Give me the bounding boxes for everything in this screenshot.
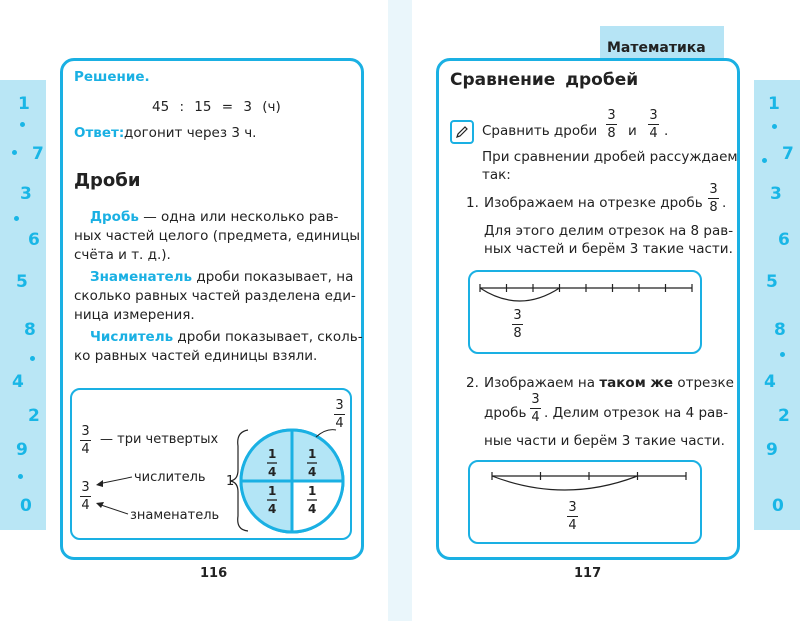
solution-label: Решение. [74, 69, 150, 85]
def-numerator-line: ко равных частей единицы взяли. [74, 348, 318, 364]
quarter-den: 4 [268, 465, 277, 479]
fraction-denominator: 8 [607, 126, 616, 141]
term-numerator: Числитель [90, 329, 174, 345]
answer-text: догонит через 3 ч. [124, 125, 257, 141]
strip-digit: 8 [774, 320, 786, 340]
strip-digit: 0 [772, 496, 784, 516]
fraction-numerator: 3 [335, 398, 344, 413]
term-fraction: Дробь [90, 209, 139, 225]
term-denominator: Знаменатель [90, 269, 193, 285]
page-number-left: 116 [200, 566, 228, 581]
pencil-glyph [455, 125, 469, 139]
quarter-den: 4 [308, 502, 317, 516]
def-fraction-line: — одна или несколько рав- [138, 209, 339, 225]
section-title-compare: Сравнение дробей [450, 70, 639, 90]
def-fraction-line: счёта и т. д.). [74, 247, 171, 263]
fraction-numerator: 3 [568, 500, 577, 515]
step2-post: отрезке [677, 375, 734, 391]
step2-bold: таком же [599, 375, 674, 391]
fraction-numerator: 3 [81, 480, 90, 495]
fraction-denominator: 4 [81, 442, 90, 457]
step2-dorb: дробь [484, 405, 527, 421]
subject-label: Математика [607, 40, 706, 56]
step2-line1 [484, 374, 734, 393]
task-period: . [664, 123, 669, 139]
section-title-fractions: Дроби [74, 170, 141, 191]
fraction-numerator: 3 [81, 424, 90, 439]
fraction-numerator: 3 [513, 308, 522, 323]
strip-digit: 9 [16, 440, 28, 460]
def-numerator-line: дроби показывает, сколь- [173, 329, 363, 345]
task-and: и [628, 123, 637, 139]
pointer-line [316, 430, 336, 437]
task-fraction-1 [606, 108, 617, 141]
fraction-numerator: 3 [649, 108, 658, 123]
strip-digit: 3 [770, 184, 782, 204]
fraction-denominator: 4 [335, 416, 344, 431]
fraction-bar [708, 198, 719, 199]
quarter-num: 1 [268, 484, 277, 498]
solution-equation: 45 : 15 = 3 (ч) [152, 99, 281, 115]
segment-1-fraction [512, 308, 523, 341]
fraction-denominator: 4 [81, 498, 90, 513]
pencil-icon [450, 120, 474, 144]
strip-digit: 5 [766, 272, 778, 292]
strip-digit: 6 [28, 230, 40, 250]
fraction-denominator: 4 [649, 126, 658, 141]
arrowhead [96, 480, 103, 487]
def-denominator-line: дроби показывает, на [192, 269, 354, 285]
quarter-num: 1 [308, 484, 317, 498]
arrow-to-denominator [98, 504, 128, 514]
fraction-bar [606, 124, 617, 125]
strip-digit: 4 [12, 372, 24, 392]
arrow-to-numerator [98, 477, 132, 484]
strip-digit: 4 [764, 372, 776, 392]
strip-digit: 3 [20, 184, 32, 204]
step2-line2b: . Делим отрезок на 4 рав- [544, 405, 729, 421]
fraction-denominator: 8 [513, 326, 522, 341]
strip-digit: 9 [766, 440, 778, 460]
step1-text: Изображаем на отрезке дробь [484, 195, 703, 211]
strip-digit: 2 [778, 406, 790, 426]
segment-1-graphics [468, 270, 702, 354]
def-denominator-line: ница измерения. [74, 307, 195, 323]
task-text: Сравнить дроби [482, 123, 598, 139]
numerator-label: числитель [134, 470, 206, 485]
strip-digit: 1 [18, 94, 30, 114]
fraction-numerator: 3 [531, 392, 540, 407]
strip-digit: 6 [778, 230, 790, 250]
strip-digit: 8 [24, 320, 36, 340]
strip-digit: 7 [782, 144, 794, 164]
denominator-label: знаменатель [130, 508, 220, 523]
step1-line: ных частей и берём 3 такие части. [484, 241, 733, 257]
strip-digit: 1 [768, 94, 780, 114]
top-fraction [334, 398, 345, 431]
step2-line3: ные части и берём 3 такие части. [484, 433, 725, 449]
fraction-bar [530, 408, 541, 409]
fraction-denominator: 4 [568, 518, 577, 533]
fraction-bar [648, 124, 659, 125]
taken-parts-arc [480, 288, 560, 301]
fraction-bar [512, 324, 523, 325]
step2-label: 2. [466, 375, 479, 391]
fraction-words: — три четвертых [100, 432, 219, 447]
reasoning-line: так: [482, 167, 511, 183]
step1-fraction [708, 182, 719, 215]
quarter-num: 1 [308, 447, 317, 461]
step2-pre: Изображаем на [484, 375, 596, 391]
arrowhead [96, 502, 104, 508]
step2-fraction [530, 392, 541, 425]
fraction-numerator: 3 [709, 182, 718, 197]
fraction-numerator: 3 [607, 108, 616, 123]
fraction-bar [334, 414, 345, 415]
quarter-num: 1 [268, 447, 277, 461]
answer-label: Ответ: [74, 125, 125, 141]
def-denominator-line: сколько равных частей разделена еди- [74, 288, 356, 304]
fraction-bar [567, 516, 578, 517]
page-number-right: 117 [574, 566, 602, 581]
reasoning-line: При сравнении дробей рассуждаем [482, 149, 738, 165]
quarter-den: 4 [268, 502, 277, 516]
fraction-denominator: 4 [531, 410, 540, 425]
step1-line: Для этого делим отрезок на 8 рав- [484, 223, 734, 239]
segment-2-fraction [567, 500, 578, 533]
strip-digit: 7 [32, 144, 44, 164]
quarter-den: 4 [308, 465, 317, 479]
whole-label: 1 [226, 474, 235, 489]
taken-parts-arc [492, 476, 638, 490]
step1-label: 1. [466, 195, 479, 211]
strip-digit: 5 [16, 272, 28, 292]
fraction-denominator: 8 [709, 200, 718, 215]
def-fraction-line: ных частей целого (предмета, единицы [74, 228, 361, 244]
segment-2-graphics [468, 460, 702, 544]
step1-period: . [722, 195, 727, 211]
strip-digit: 2 [28, 406, 40, 426]
strip-digit: 0 [20, 496, 32, 516]
task-fraction-2 [648, 108, 659, 141]
